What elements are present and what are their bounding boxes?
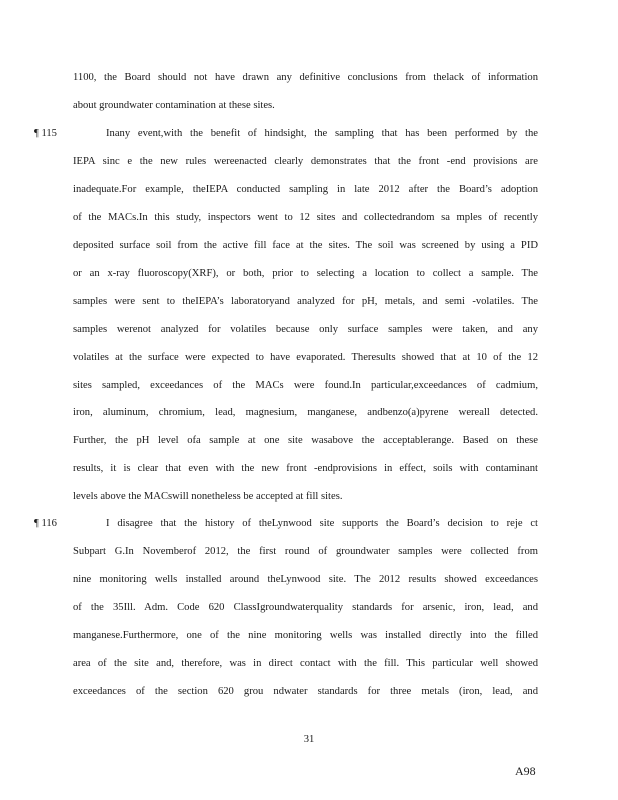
text-line: levels above the MACswill nonetheless be accepted at fill sites. <box>73 491 343 502</box>
text-line: 1100, the Board should not have drawn any definitive conclusions from thelack of information <box>73 72 538 83</box>
text-line: IEPA sinc e the new rules wereenacted clearly demonstrates that the front -end provisions are <box>73 156 538 167</box>
paragraph-number: ¶ 115 <box>34 128 57 139</box>
text-line: manganese.Furthermore, one of the nine monitoring wells was installed directly into the filled <box>73 630 538 641</box>
page-number: 31 <box>303 734 315 745</box>
exhibit-label: A98 <box>515 764 536 778</box>
text-line: volatiles at the surface were expected to have evaporated. Theresults showed that at 10 of the 12 <box>73 352 538 363</box>
text-line: sites sampled, exceedances of the MACs were found.In particular,exceedances of cadmium, <box>73 380 538 391</box>
text-line: or an x-ray fluoroscopy(XRF), or both, prior to selecting a location to collect a sample. The <box>73 268 538 279</box>
text-line: of the MACs.In this study, inspectors went to 12 sites and collectedrandom sa mples of recently <box>73 212 538 223</box>
text-line: samples werenot analyzed for volatiles because only surface samples were taken, and any <box>73 324 538 335</box>
text-line: inadequate.For example, theIEPA conducted sampling in late 2012 after the Board’s adoption <box>73 184 538 195</box>
text-line: area of the site and, therefore, was in direct contact with the fill. This particular well showed <box>73 658 538 669</box>
text-line: about groundwater contamination at these sites. <box>73 100 275 111</box>
text-line: iron, aluminum, chromium, lead, magnesium, manganese, andbenzo(a)pyrene wereall detected. <box>73 407 538 418</box>
text-line: of the 35Ill. Adm. Code 620 ClassIgroundwaterquality standards for arsenic, iron, lead, and <box>73 602 538 613</box>
text-line: Subpart G.In Novemberof 2012, the first round of groundwater samples were collected from <box>73 546 538 557</box>
text-line: samples were sent to theIEPA’s laboratoryand analyzed for pH, metals, and semi -volatiles. The <box>73 296 538 307</box>
text-line: nine monitoring wells installed around theLynwood site. The 2012 results showed exceedances <box>73 574 538 585</box>
text-line: deposited surface soil from the active fill face at the sites. The soil was screened by using a PID <box>73 240 538 251</box>
text-line: I disagree that the history of theLynwood site supports the Board’s decision to reje ct <box>106 518 538 529</box>
text-line: exceedances of the section 620 grou ndwater standards for three metals (iron, lead, and <box>73 686 538 697</box>
text-line: Further, the pH level ofa sample at one site wasabove the acceptablerange. Based on these <box>73 435 538 446</box>
paragraph-number: ¶ 116 <box>34 518 57 529</box>
text-line: results, it is clear that even with the new front -endprovisions in effect, soils with contaminant <box>73 463 538 474</box>
text-line: Inany event,with the benefit of hindsight, the sampling that has been performed by the <box>106 128 538 139</box>
